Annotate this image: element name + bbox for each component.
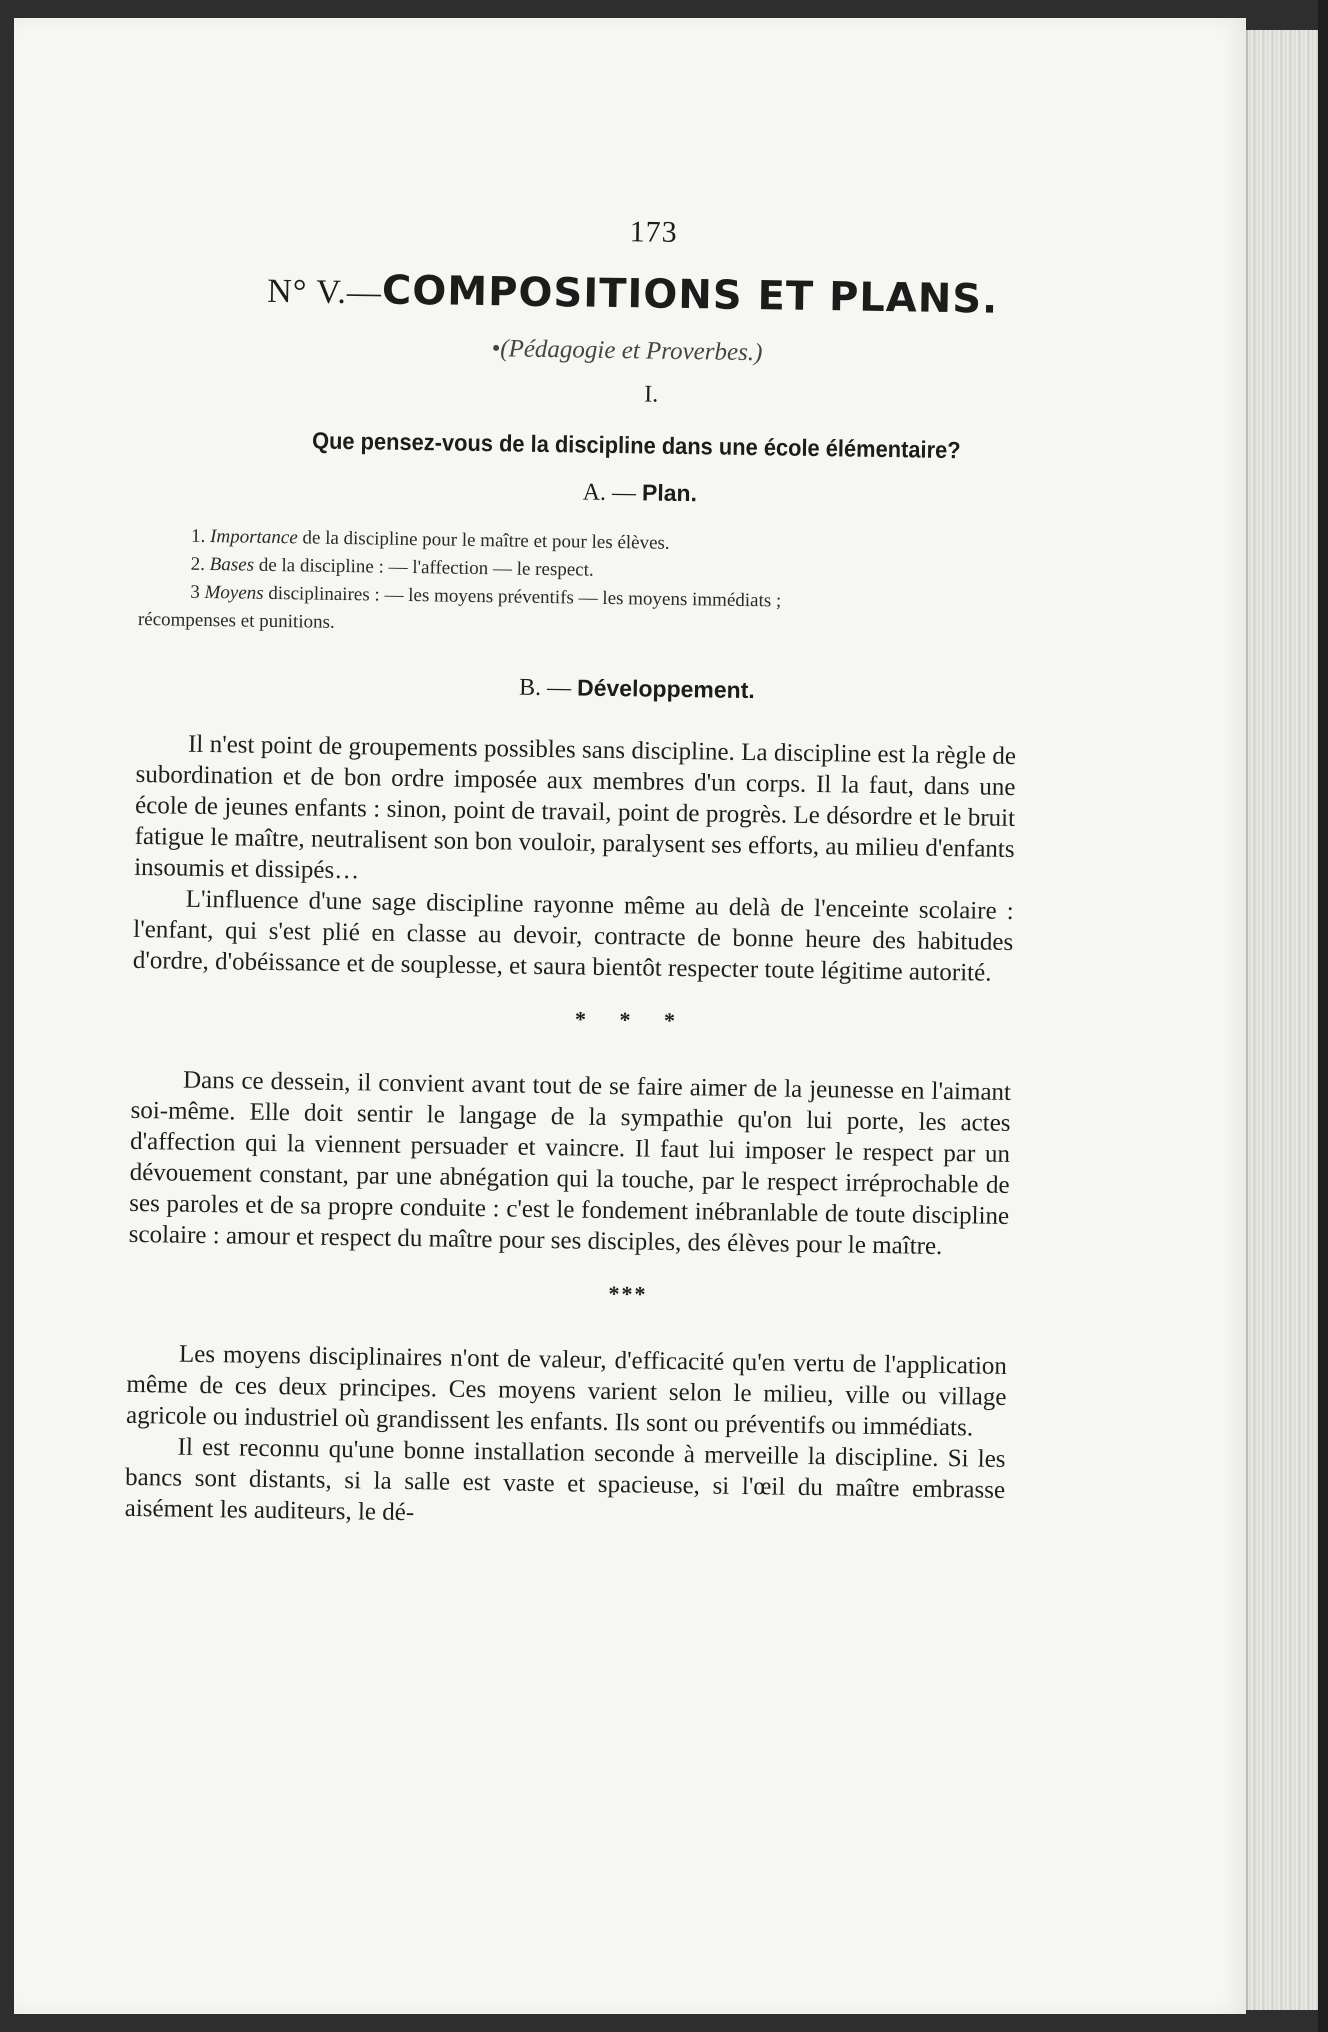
section-a-heading [140,472,1020,513]
part-number: I. [644,381,659,408]
plan-item-2-number: 2. [190,553,210,576]
plan-item-1-text: de la discipline pour le maître et pour les élèves. [297,527,670,554]
plan-item-3-term: Moyens [204,581,264,604]
plan-item-1-term: Importance [209,526,298,549]
paragraph-5: Il est reconnu qu'une bonne installation seconde à merveille la discipline. Si les bancs sont distants, si la salle est vaste et spacieuse, si l'œil du maître embrasse aisément les auditeurs, le dé- [124,1433,1006,1527]
section-a-prefix: A. — [582,479,643,507]
paragraph-4: Les moyens disciplinaires n'ont de valeur, d'efficacité qu'en vertu de l'application même de ces deux principes. Ces moyens varient selon le milieu, ville ou village agricole ou industriel où grandissent les enfants. Ils sont ou préventifs ou immédiats. [125,1340,1008,1442]
section-separator-1: * * * [574,1006,690,1034]
page-number: 173 [629,215,678,249]
composition-question: Que pensez-vous de la discipline dans une école élémentaire? [311,427,961,464]
paragraph-2: L'influence d'une sage discipline rayonne même au delà de l'enceinte scolaire : l'enfant, qui s'est plié en classe au devoir, contracte de bonne heure des habitudes d'ordre, d'obéissance et de souplesse, et saura bientôt respecter toute légitime autorité. [132,885,1014,987]
plan-item-3-continuation: récompenses et punitions. [137,608,335,633]
section-b-heading [137,668,1017,709]
scan-border [1318,0,1328,2032]
section-b-prefix: B. — [518,674,578,702]
paragraph-3: Dans ce dessein, il convient avant tout de se faire aimer de la jeunesse en l'aimant soi-même. Elle doit sentir le langage de la sympathie qu'on lui porte, les actes d'affection qui la viennent persuader et vaincre. Il faut lui imposer le respect par un dévouement constant, par une abnégation qui la touche, par le respect irréprochable de ses paroles et de sa propre conduite : c'est le fondement inébranlable de toute discipline scolaire : amour et respect du maître pour ses disciples, des élèves pour le maître. [128,1066,1012,1260]
section-a-label: Plan. [641,479,698,507]
page-stack-edge [1246,30,1320,2010]
paragraph-1: Il n'est point de groupements possibles sans discipline. La discipline est la règle de subordination et de bon ordre imposée aux membres d'un corps. Il la faut, dans une école de jeunes enfants : sinon, point de travail, point de progrès. Le désordre et le bruit fatigue le maître, neutralisent son bon vouloir, paralysent ses efforts, au milieu d'enfants insoumis et dissipés… [134,730,1017,885]
book-page [14,18,1246,2014]
plan-list [138,522,1020,647]
plan-item-1-number: 1. [190,525,211,548]
section-b-label: Développement. [576,674,755,704]
chapter-subtitle: •(Pédagogie et Proverbes.) [491,335,763,367]
plan-item-2-term: Bases [209,554,255,576]
plan-item-2-text: de la discipline : — l'affection — le respect. [253,554,594,581]
section-separator-2: *** [608,1281,648,1307]
plan-item-3-number: 3 [190,581,205,603]
chapter-title-text: COMPOSITIONS ET PLANS. [381,267,999,323]
plan-item-3-text: disciplinaires : — les moyens préventifs — les moyens immédiats ; [263,582,782,612]
chapter-title [142,264,1023,323]
chapter-number: N° V.— [266,272,383,312]
page-content [124,208,1023,1537]
